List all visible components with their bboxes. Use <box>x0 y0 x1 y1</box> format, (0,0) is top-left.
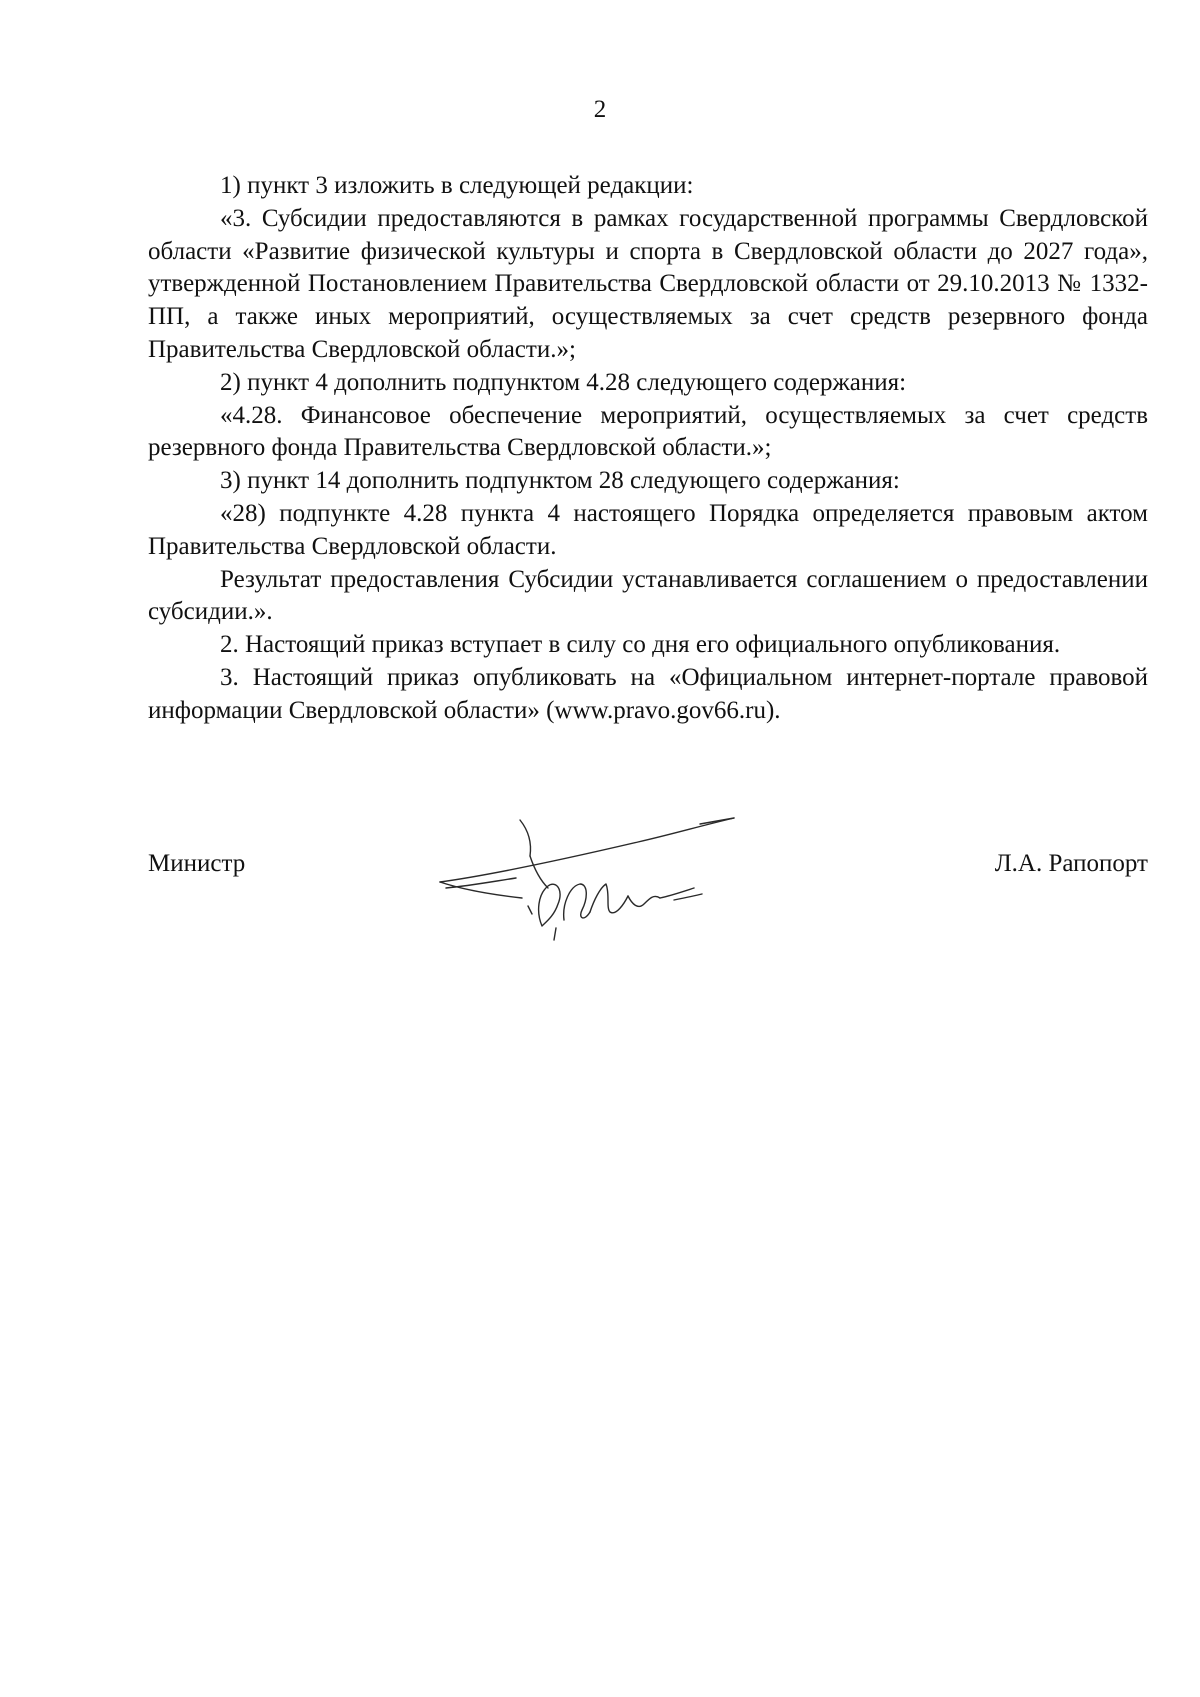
page-number: 2 <box>593 96 607 123</box>
paragraph: 2. Настоящий приказ вступает в силу со дня его официального опубликования. <box>220 631 1061 659</box>
document-body <box>148 170 1148 728</box>
paragraph: 3. Настоящий приказ опубликовать на «Официальном интернет-портале правовой информации Свердловской области» (www.pravo.gov66.ru). <box>148 663 1148 724</box>
paragraph: «28) подпункте 4.28 пункта 4 настоящего Порядка определяется правовым актом Правительства Свердловской области. <box>148 499 1148 560</box>
handwritten-signature <box>438 808 748 943</box>
paragraph: «4.28. Финансовое обеспечение мероприятий, осуществляемых за счет средств резервного фонда Правительства Свердловской области.»; <box>148 401 1148 462</box>
signatory-name: Л.А. Рапопорт <box>994 850 1148 877</box>
paragraph: Результат предоставления Субсидии устанавливается соглашением о предоставлении субсидии.». <box>148 565 1148 626</box>
paragraph: 2) пункт 4 дополнить подпунктом 4.28 следующего содержания: <box>220 368 907 396</box>
paragraph: 1) пункт 3 изложить в следующей редакции: <box>220 172 694 199</box>
paragraph: «3. Субсидии предоставляются в рамках государственной программы Свердловской области «Развитие физической культуры и спорта в Свердловской области до 2027 года», утвержденной Постановлением Правительства Свердловской области от 29.10.2013 № 1332-ПП, а также иных мероприятий, осуществляемых за счет средств резервного фонда Правительства Свердловской области.»; <box>148 204 1148 363</box>
signatory-position: Министр <box>148 850 246 877</box>
paragraph: 3) пункт 14 дополнить подпунктом 28 следующего содержания: <box>220 467 900 495</box>
